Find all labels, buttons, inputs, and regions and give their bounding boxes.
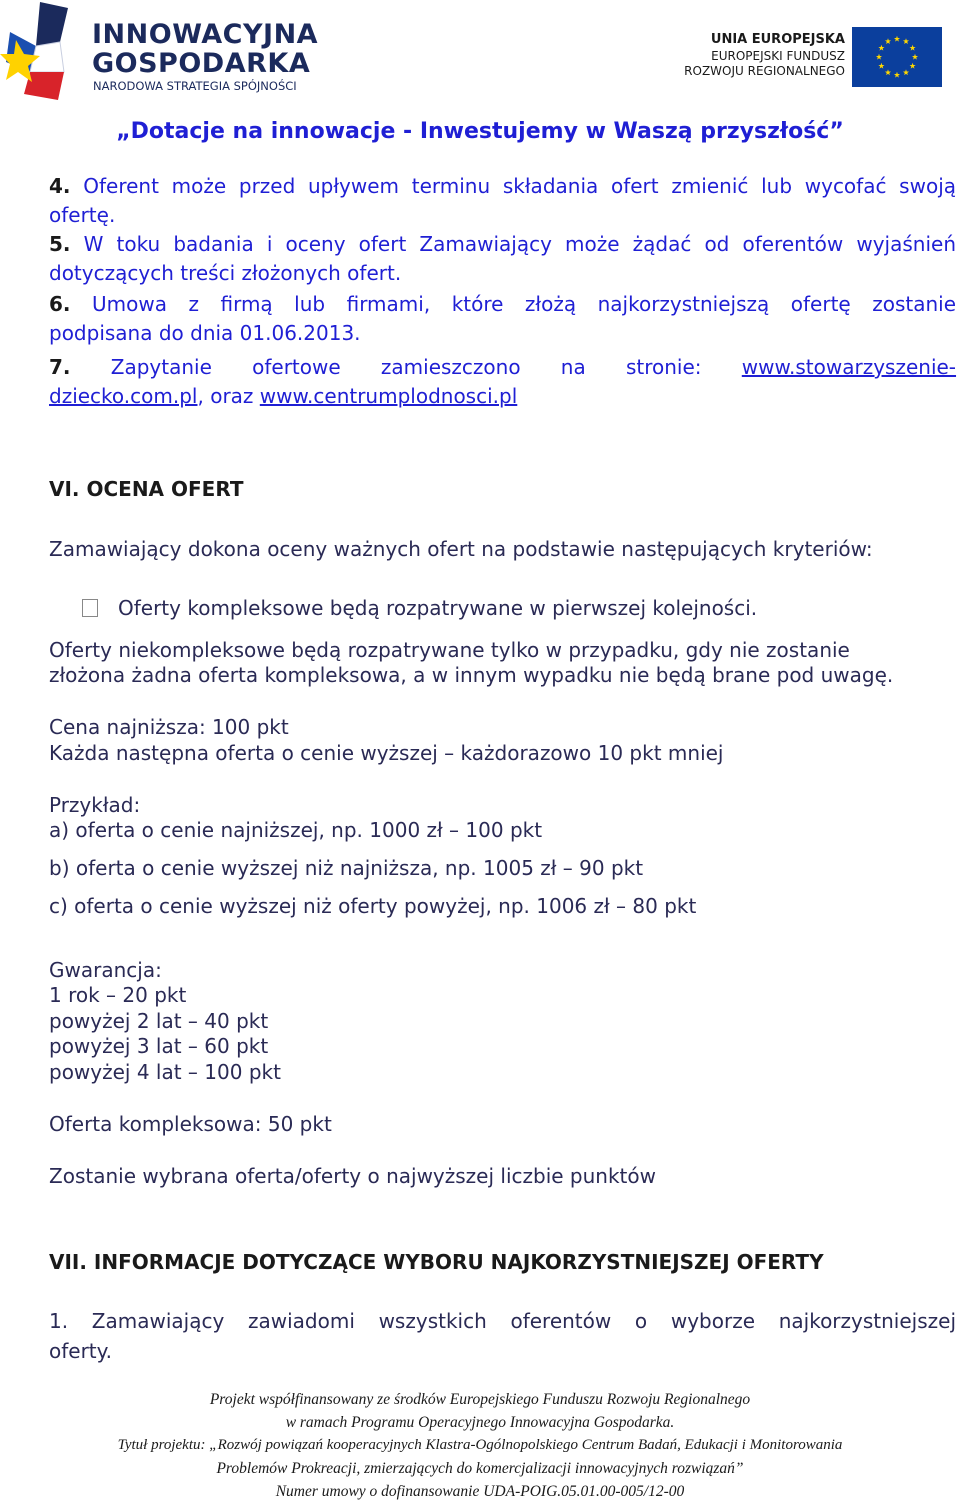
item-text: Zapytanie ofertowe zamieszczono na stronie:	[110, 355, 702, 379]
item-text-cont: dotyczących treści złożonych ofert.	[49, 261, 402, 285]
logo-subtitle: NARODOWA STRATEGIA SPÓJNOŚCI	[93, 79, 297, 93]
bullet-text: Oferty kompleksowe będą rozpatrywane w pierwszej kolejności.	[118, 596, 758, 620]
bullet-icon	[82, 599, 98, 617]
section-vii-item1-line1: 1. Zamawiający zawiadomi wszystkich oferentów o wyborze najkorzystniejszej	[49, 1309, 956, 1333]
item-number: 4.	[49, 174, 71, 198]
footer-line2: w ramach Programu Operacyjnego Innowacyjna Gospodarka.	[285, 1414, 675, 1431]
section-vii-heading: VII. INFORMACJE DOTYCZĄCE WYBORU NAJKORZYSTNIEJSZEJ OFERTY	[49, 1250, 824, 1274]
example-a: a) oferta o cenie najniższej, np. 1000 zł – 100 pkt	[49, 818, 543, 842]
section-vii-item1-line2: oferty.	[49, 1339, 112, 1363]
item-4	[49, 172, 956, 230]
example-c: c) oferta o cenie wyższej niż oferty powyżej, np. 1006 zł – 80 pkt	[49, 894, 697, 918]
warranty-4: powyżej 4 lat – 100 pkt	[49, 1060, 281, 1084]
link-centrumplodnosci[interactable]: www.centrumplodnosci.pl	[259, 384, 518, 408]
eu-logo-line1: UNIA EUROPEJSKA	[710, 32, 845, 47]
item-text: Umowa z firmą lub firmami, które złożą najkorzystniejszą ofertę zostanie	[92, 292, 957, 316]
item-text: Oferent może przed upływem terminu składania ofert zmienić lub wycofać swoją	[83, 174, 957, 198]
footer-line1: Projekt współfinansowany ze środków Europejskiego Funduszu Rozwoju Regionalnego	[209, 1391, 751, 1408]
eu-flag-icon	[852, 27, 942, 87]
example-b: b) oferta o cenie wyższej niż najniższa, np. 1005 zł – 90 pkt	[49, 856, 644, 880]
connector-text: , oraz	[197, 384, 260, 408]
section-vi-heading: VI. OCENA OFERT	[49, 477, 244, 501]
warranty-1: 1 rok – 20 pkt	[49, 983, 187, 1007]
eu-logo-line3: ROZWOJU REGIONALNEGO	[684, 64, 845, 78]
item-7	[49, 353, 956, 411]
logo-title-line2: GOSPODARKA	[92, 48, 311, 79]
warranty-3: powyżej 3 lat – 60 pkt	[49, 1034, 269, 1058]
selection-rule: Zostanie wybrana oferta/oferty o najwyższej liczbie punktów	[49, 1164, 656, 1188]
innowacyjna-gospodarka-logo	[0, 0, 330, 100]
bullet-item	[82, 594, 757, 623]
item-number: 6.	[49, 292, 71, 316]
section-vi-intro: Zamawiający dokona oceny ważnych ofert na podstawie następujących kryteriów:	[49, 537, 873, 561]
complex-offer: Oferta kompleksowa: 50 pkt	[49, 1112, 332, 1136]
item-text: W toku badania i oceny ofert Zamawiający może żądać od oferentów wyjaśnień	[83, 232, 957, 256]
footer-line5: Numer umowy o dofinansowanie UDA-POIG.05.01.00-005/12-00	[275, 1483, 685, 1500]
noncomplex-line1: Oferty niekompleksowe będą rozpatrywane tylko w przypadku, gdy nie zostanie	[49, 638, 850, 662]
footer-line3: Tytuł projektu: „Rozwój powiązań kooperacyjnych Klastra-Ogólnopolskiego Centrum Badań, Edukacji i Monitorowania	[117, 1437, 843, 1453]
item-number: 5.	[49, 232, 71, 256]
eu-logo-line2: EUROPEJSKI FUNDUSZ	[711, 49, 845, 63]
price-line1: Cena najniższa: 100 pkt	[49, 715, 289, 739]
star-flag-icon	[0, 2, 86, 100]
link-stowarzyszenie[interactable]: www.stowarzyszenie-	[741, 355, 957, 379]
logo-title-line1: INNOWACYJNA	[92, 19, 319, 50]
example-heading: Przykład:	[49, 793, 141, 817]
link-stowarzyszenie-cont[interactable]: dziecko.com.pl	[49, 384, 198, 408]
warranty-2: powyżej 2 lat – 40 pkt	[49, 1009, 269, 1033]
item-text-cont: podpisana do dnia 01.06.2013.	[49, 321, 361, 345]
item-number: 7.	[49, 355, 71, 379]
item-text-cont: ofertę.	[49, 203, 116, 227]
section-vii-item1	[49, 1307, 956, 1366]
noncomplex-line2: złożona żadna oferta kompleksowa, a w innym wypadku nie będą brane pod uwagę.	[49, 663, 894, 687]
price-line2: Każda następna oferta o cenie wyższej – każdorazowo 10 pkt mniej	[49, 741, 724, 765]
footer-line4: Problemów Prokreacji, zmierzających do komercjalizacji innowacyjnych rozwiązań”	[216, 1460, 744, 1477]
item-6	[49, 290, 956, 348]
motto: „Dotacje na innowacje - Inwestujemy w Waszą przyszłość”	[116, 119, 844, 144]
warranty-heading: Gwarancja:	[49, 958, 162, 982]
eu-logo	[680, 22, 950, 92]
item-5	[49, 230, 956, 288]
